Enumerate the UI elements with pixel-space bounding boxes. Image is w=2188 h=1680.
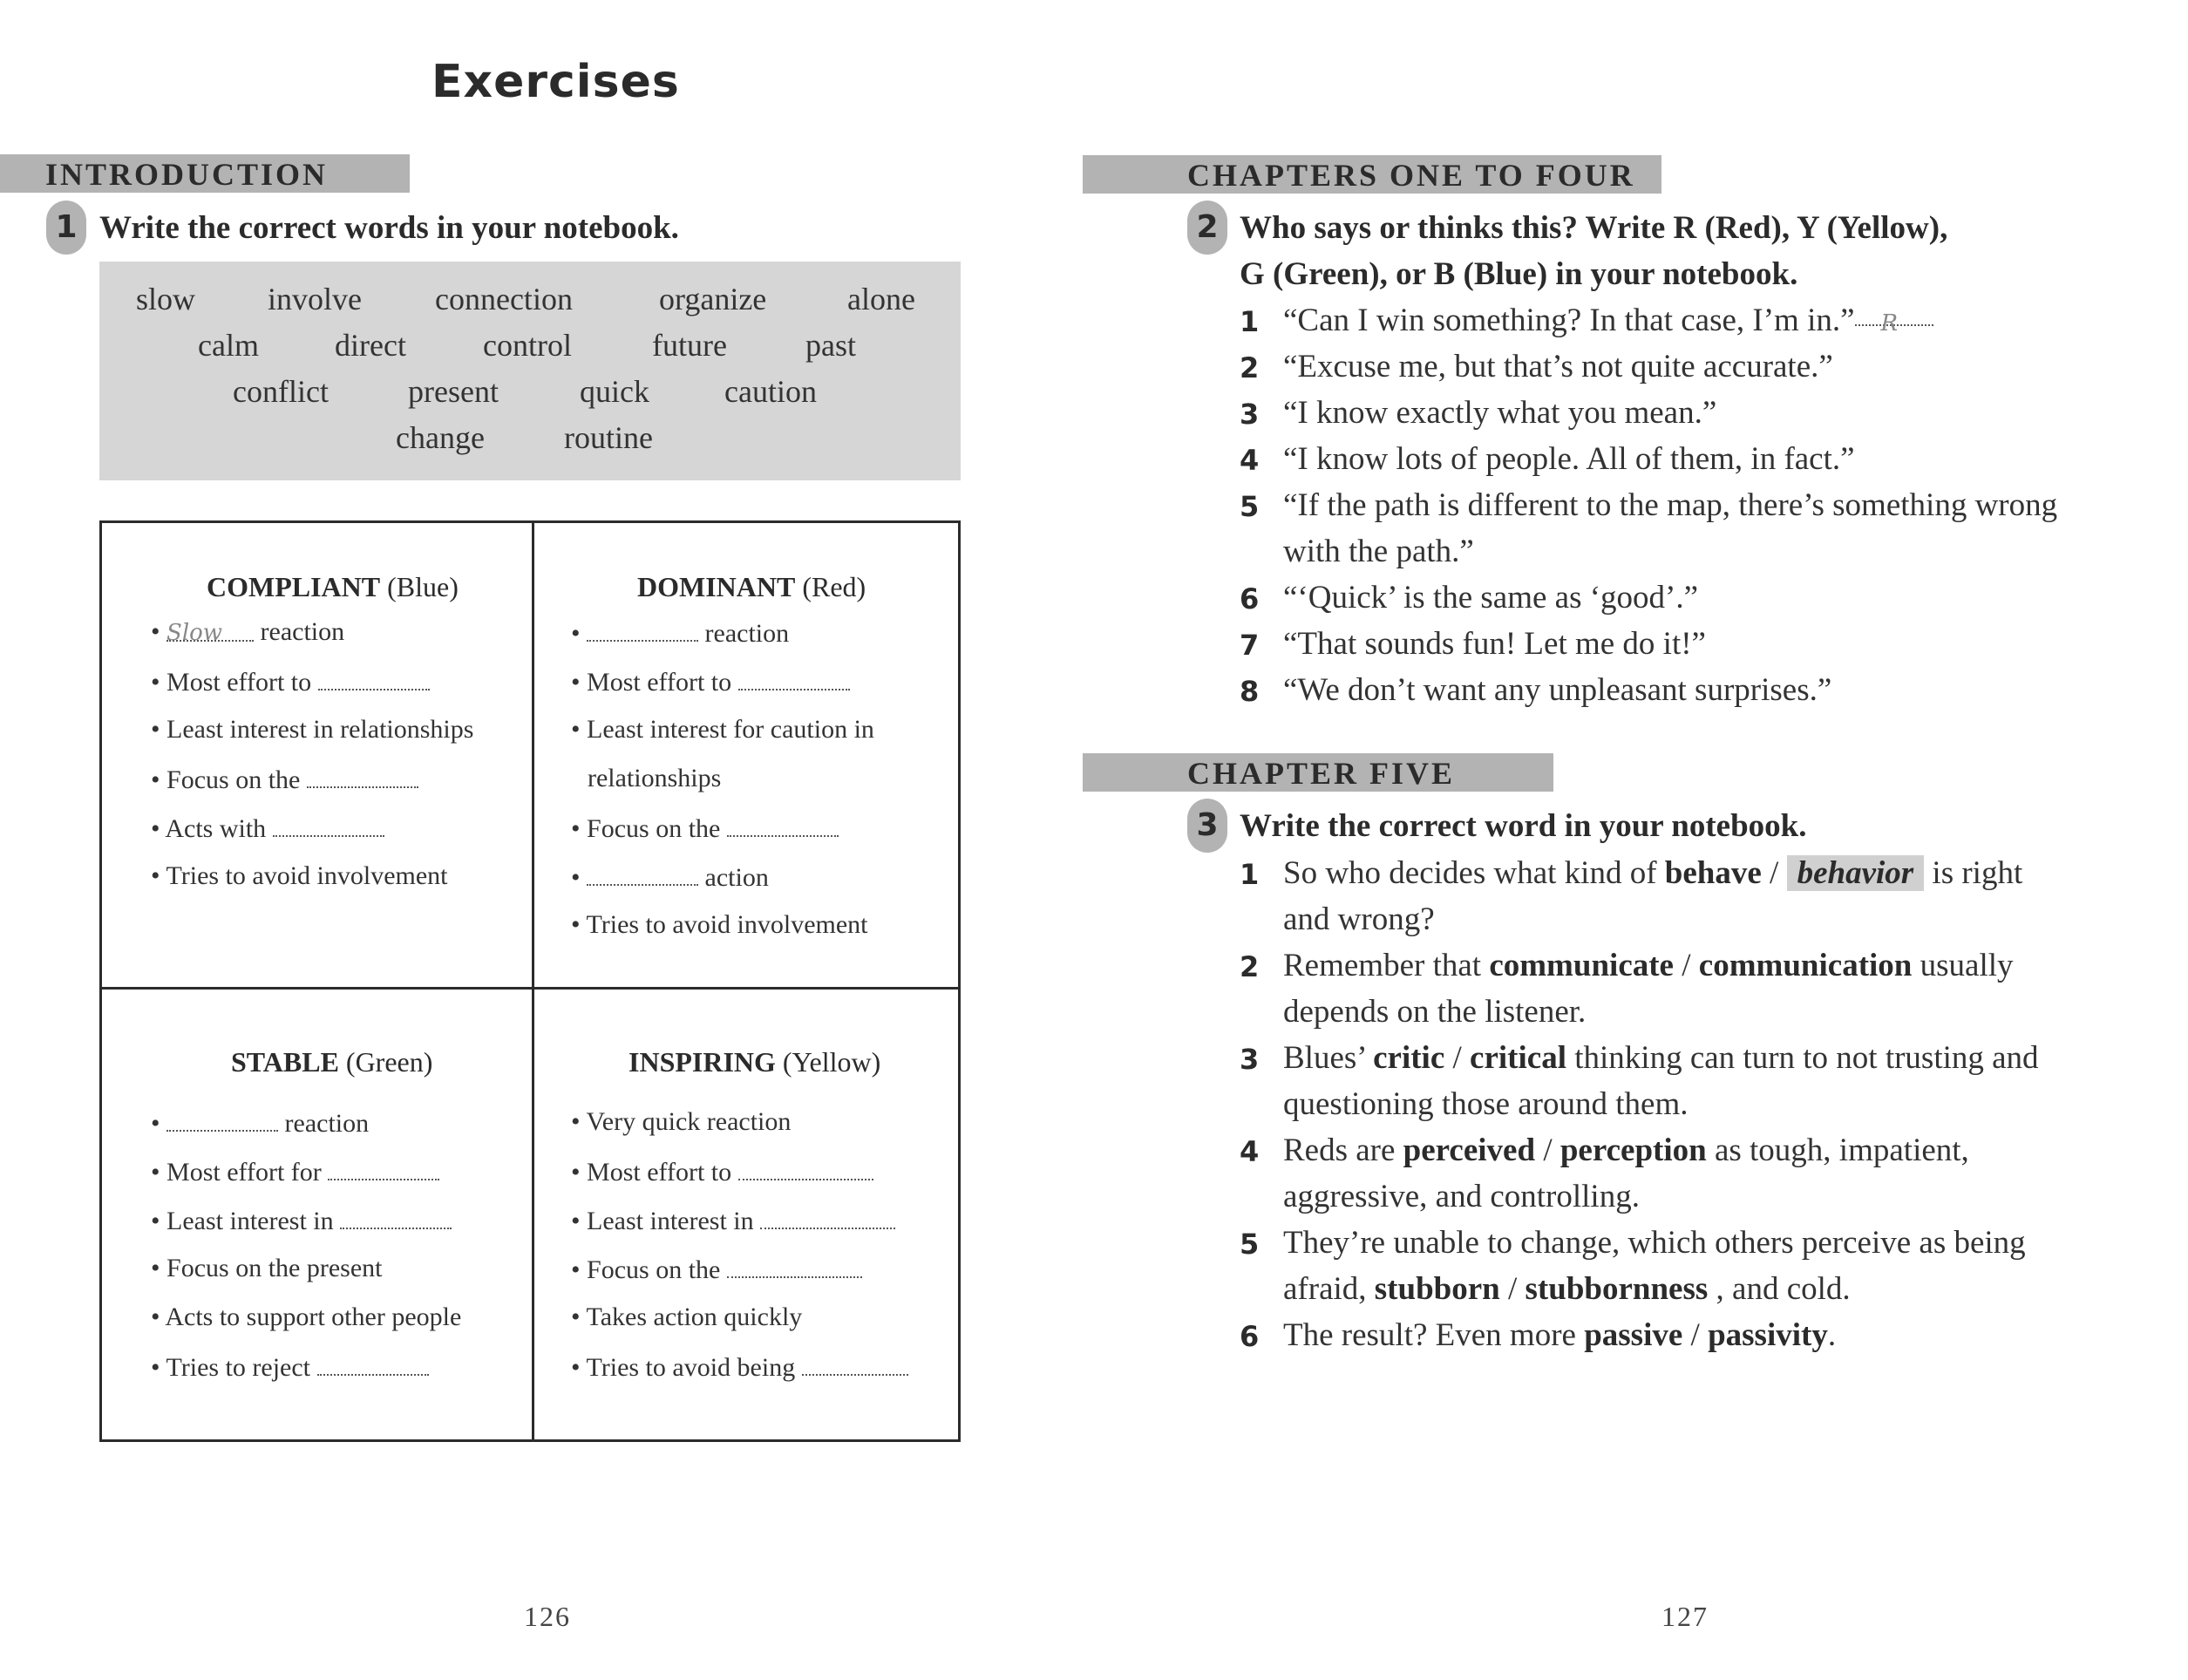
quadrant-item-continued: relationships [588, 764, 722, 792]
quadrant-item: • Focus on the [151, 764, 418, 795]
quadrant-item: • reaction [571, 619, 790, 648]
grid-divider-vertical [532, 523, 534, 1439]
quadrant-item: • Most effort to [151, 666, 430, 697]
word-choice-item-continued: aggressive, and controlling. [1283, 1179, 1640, 1214]
quadrant-item: • action [571, 863, 769, 892]
exercise-number-badge: 2 [1187, 201, 1227, 255]
item-number: 4 [1240, 1135, 1260, 1168]
word-item: involve [268, 282, 362, 316]
word-item: connection [435, 282, 573, 316]
quadrant-item: • Focus on the present [151, 1254, 383, 1282]
item-number: 1 [1240, 305, 1260, 338]
quadrant-item: • Most effort to [571, 1156, 873, 1187]
quadrant-item: • Tries to avoid involvement [571, 910, 868, 939]
quote-item: “I know lots of people. All of them, in fact.” [1283, 441, 1855, 477]
word-item: organize [659, 282, 767, 316]
word-choice-item-continued: and wrong? [1283, 901, 1435, 937]
quote-item: “‘Quick’ is the same as ‘good’.” [1283, 580, 1699, 616]
word-item: future [652, 328, 727, 363]
quadrant-item: • Slow reaction [151, 617, 345, 646]
item-number: 5 [1240, 490, 1260, 523]
quadrant-item: • Focus on the [571, 1254, 862, 1285]
word-choice-item: The result? Even more passive / passivity. [1283, 1317, 1837, 1353]
exercise-number-badge: 1 [46, 201, 86, 255]
word-item: conflict [233, 374, 329, 409]
exercise-instruction: Who says or thinks this? Write R (Red), Y (Yellow), [1240, 210, 1948, 246]
word-choice-item: They’re unable to change, which others perceive as being [1283, 1225, 2026, 1261]
quote-item: “I know exactly what you mean.” [1283, 395, 1717, 431]
item-number: 5 [1240, 1228, 1260, 1261]
word-item: calm [198, 328, 259, 363]
quadrant-item: • Most effort for [151, 1156, 439, 1187]
word-item: past [805, 328, 856, 363]
word-box [99, 262, 961, 480]
word-choice-item-continued: depends on the listener. [1283, 994, 1587, 1030]
item-number: 2 [1240, 950, 1260, 983]
exercise-number-badge: 3 [1187, 799, 1227, 853]
word-item: routine [564, 420, 653, 455]
word-choice-item: Blues’ critic / critical thinking can turn to not trusting and [1283, 1040, 2039, 1076]
item-number: 6 [1240, 582, 1260, 616]
section-heading-chapters-one-to-four: CHAPTERS ONE TO FOUR [1083, 155, 1661, 194]
grid-divider-horizontal [102, 987, 958, 990]
quadrant-heading: DOMINANT (Red) [637, 571, 866, 602]
word-item: alone [847, 282, 915, 316]
quadrant-item: • Takes action quickly [571, 1303, 803, 1331]
quadrant-item: • Least interest in [571, 1205, 895, 1236]
item-number: 1 [1240, 858, 1260, 891]
item-number: 8 [1240, 675, 1260, 708]
item-number: 6 [1240, 1320, 1260, 1353]
quote-item-continued: with the path.” [1283, 534, 1474, 569]
section-heading-chapter-five: CHAPTER FIVE [1083, 753, 1553, 792]
exercise-instruction: Write the correct words in your notebook. [99, 210, 679, 246]
quadrant-item: • Least interest in relationships [151, 715, 474, 744]
handwritten-sample-answer: R [1880, 310, 1899, 337]
quadrant-item: • Least interest for caution in [571, 715, 874, 744]
quote-item: “That sounds fun! Let me do it!” [1283, 626, 1706, 662]
word-item: present [408, 374, 499, 409]
quote-item: “If the path is different to the map, there’s something wrong [1283, 487, 2058, 523]
word-choice-item: Reds are perceived / perception as tough, impatient, [1283, 1132, 1969, 1168]
word-item: slow [136, 282, 196, 316]
word-choice-item: So who decides what kind of behave / behavior is right [1283, 855, 2023, 891]
word-choice-item-continued: questioning those around them. [1283, 1086, 1689, 1122]
item-number: 4 [1240, 444, 1260, 477]
quadrant-item: • Tries to reject [151, 1351, 429, 1383]
word-choice-item: Remember that communicate / communication usually [1283, 948, 2014, 983]
quadrant-item: • Focus on the [571, 813, 839, 844]
quadrant-heading: COMPLIANT (Blue) [207, 571, 459, 602]
item-number: 2 [1240, 351, 1260, 384]
quadrant-item: • Tries to avoid being [571, 1351, 908, 1383]
quote-item: “We don’t want any unpleasant surprises.” [1283, 672, 1832, 708]
quadrant-heading: INSPIRING (Yellow) [629, 1046, 881, 1078]
word-item: caution [724, 374, 817, 409]
quadrant-item: • Acts with [151, 813, 384, 844]
quadrant-item: • Tries to avoid involvement [151, 861, 448, 890]
quadrant-item: • Very quick reaction [571, 1107, 792, 1136]
word-item: direct [335, 328, 406, 363]
quadrant-item: • reaction [151, 1109, 370, 1138]
page-number-left: 126 [524, 1601, 571, 1632]
quadrant-item: • Least interest in [151, 1205, 452, 1236]
handwritten-sample-answer: Slow [166, 620, 223, 646]
item-number: 3 [1240, 398, 1260, 431]
quote-item: “Can I win something? In that case, I’m in.” R [1283, 302, 1933, 339]
page-number-right: 127 [1661, 1601, 1709, 1632]
word-item: change [396, 420, 485, 455]
highlighted-answer: behavior [1787, 855, 1925, 891]
exercise-instruction-continued: G (Green), or B (Blue) in your notebook. [1240, 256, 1798, 292]
quadrant-item: • Acts to support other people [151, 1303, 462, 1331]
quadrant-heading: STABLE (Green) [231, 1046, 433, 1078]
word-choice-item-continued: afraid, stubborn / stubbornness , and cold. [1283, 1271, 1851, 1307]
personality-grid [99, 520, 961, 1442]
word-item: control [483, 328, 572, 363]
section-heading-introduction: INTRODUCTION [0, 154, 410, 193]
quadrant-item: • Most effort to [571, 666, 850, 697]
page-title: Exercises [431, 56, 680, 108]
item-number: 3 [1240, 1043, 1260, 1076]
quote-item: “Excuse me, but that’s not quite accurate.” [1283, 349, 1833, 384]
item-number: 7 [1240, 629, 1260, 662]
exercise-instruction: Write the correct word in your notebook. [1240, 808, 1807, 844]
word-item: quick [580, 374, 649, 409]
